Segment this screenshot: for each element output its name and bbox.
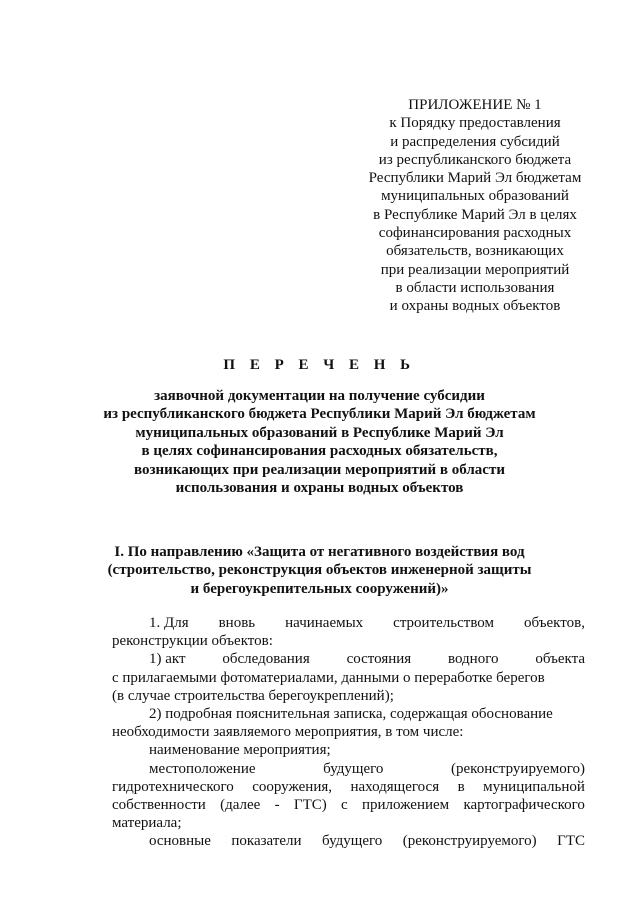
paragraph-line: реконструкции объектов: (112, 633, 273, 650)
word: картографического (463, 796, 585, 813)
section-heading (80, 543, 559, 598)
paragraph-line (112, 832, 585, 850)
subtitle-line: в целях софинансирования расходных обязательств, (141, 443, 498, 460)
word: обследования (222, 651, 310, 668)
word: будущего (322, 833, 383, 850)
subtitle-line: возникающих при реализации мероприятий в области (134, 461, 505, 478)
word: с (341, 796, 348, 813)
word: (реконструируемого) (451, 760, 585, 777)
word: водного (448, 651, 499, 668)
document-subtitle (80, 387, 559, 497)
word: строительством (393, 615, 495, 631)
appendix-line: обязательств, возникающих (386, 243, 564, 260)
word: ГТС (557, 833, 585, 850)
word: объектов, (524, 615, 585, 631)
word: гидротехнического (112, 778, 234, 795)
subtitle-line: использования и охраны водных объектов (175, 480, 464, 497)
subtitle-line: муниципальных образований в Республике Марий Эл (135, 424, 504, 441)
word: (далее (220, 796, 261, 813)
word: - (274, 796, 280, 813)
appendix-line: муниципальных образований (381, 188, 569, 205)
document-title: П Е Р Е Ч Е Н Ь (223, 357, 416, 373)
paragraph-line (112, 778, 585, 796)
appendix-line: из республиканского бюджета (378, 151, 572, 168)
word: местоположение (149, 760, 256, 777)
paragraph-line: 2) подробная пояснительная записка, содержащая обоснование (149, 705, 553, 722)
body-text (112, 614, 585, 850)
word: сооружения, (252, 778, 332, 795)
word: (реконструируемого) (402, 833, 537, 850)
paragraph-line: наименование мероприятия; (149, 742, 331, 759)
appendix-line: к Порядку предоставления (389, 115, 561, 132)
subtitle-line: из республиканского бюджета Республики Марий Эл бюджетам (103, 406, 536, 423)
appendix-line: при реализации мероприятий (380, 261, 570, 278)
section-heading-line: и берегоукрепительных сооружений)» (190, 580, 449, 597)
appendix-line: Республики Марий Эл бюджетам (368, 170, 582, 187)
paragraph-line: (в случае строительства берегоукреплений); (112, 687, 394, 704)
word: находящегося (350, 778, 440, 795)
word: состояния (346, 651, 412, 668)
appendix-line: в области использования (395, 279, 555, 296)
appendix-line: и охраны водных объектов (389, 298, 561, 315)
word: начинаемых (285, 615, 364, 631)
appendix-line: софинансирования расходных (378, 225, 572, 242)
paragraph-line: материала; (112, 815, 182, 832)
word: приложением (361, 796, 450, 813)
paragraph-line (112, 796, 585, 814)
word: будущего (323, 760, 384, 777)
word: объекта (535, 651, 585, 668)
paragraph-line: необходимости заявляемого мероприятия, в том числе: (112, 724, 464, 741)
word: 1) акт (149, 651, 186, 668)
word: ГТС) (293, 796, 327, 813)
paragraph-line (112, 650, 585, 668)
word: собственности (112, 796, 206, 813)
appendix-line: в Республике Марий Эл в целях (373, 206, 577, 223)
word: основные (149, 833, 211, 850)
word: 1. Для (149, 615, 189, 631)
word: вновь (218, 615, 256, 631)
appendix-line: ПРИЛОЖЕНИЕ № 1 (408, 97, 542, 113)
paragraph-line: с прилагаемыми фотоматериалами, данными о переработке берегов (112, 669, 545, 686)
paragraph-line (112, 614, 585, 632)
paragraph-line (112, 760, 585, 778)
word: в (457, 778, 465, 795)
word: показатели (231, 833, 302, 850)
word: муниципальной (483, 778, 585, 795)
subtitle-line: заявочной документации на получение субсидии (154, 388, 485, 404)
appendix-line: и распределения субсидий (390, 133, 560, 150)
section-heading-line: (строительство, реконструкция объектов инженерной защиты (107, 562, 532, 579)
appendix-block (340, 96, 610, 316)
section-heading-line: I. По направлению «Защита от негативного воздействия вод (114, 544, 525, 560)
